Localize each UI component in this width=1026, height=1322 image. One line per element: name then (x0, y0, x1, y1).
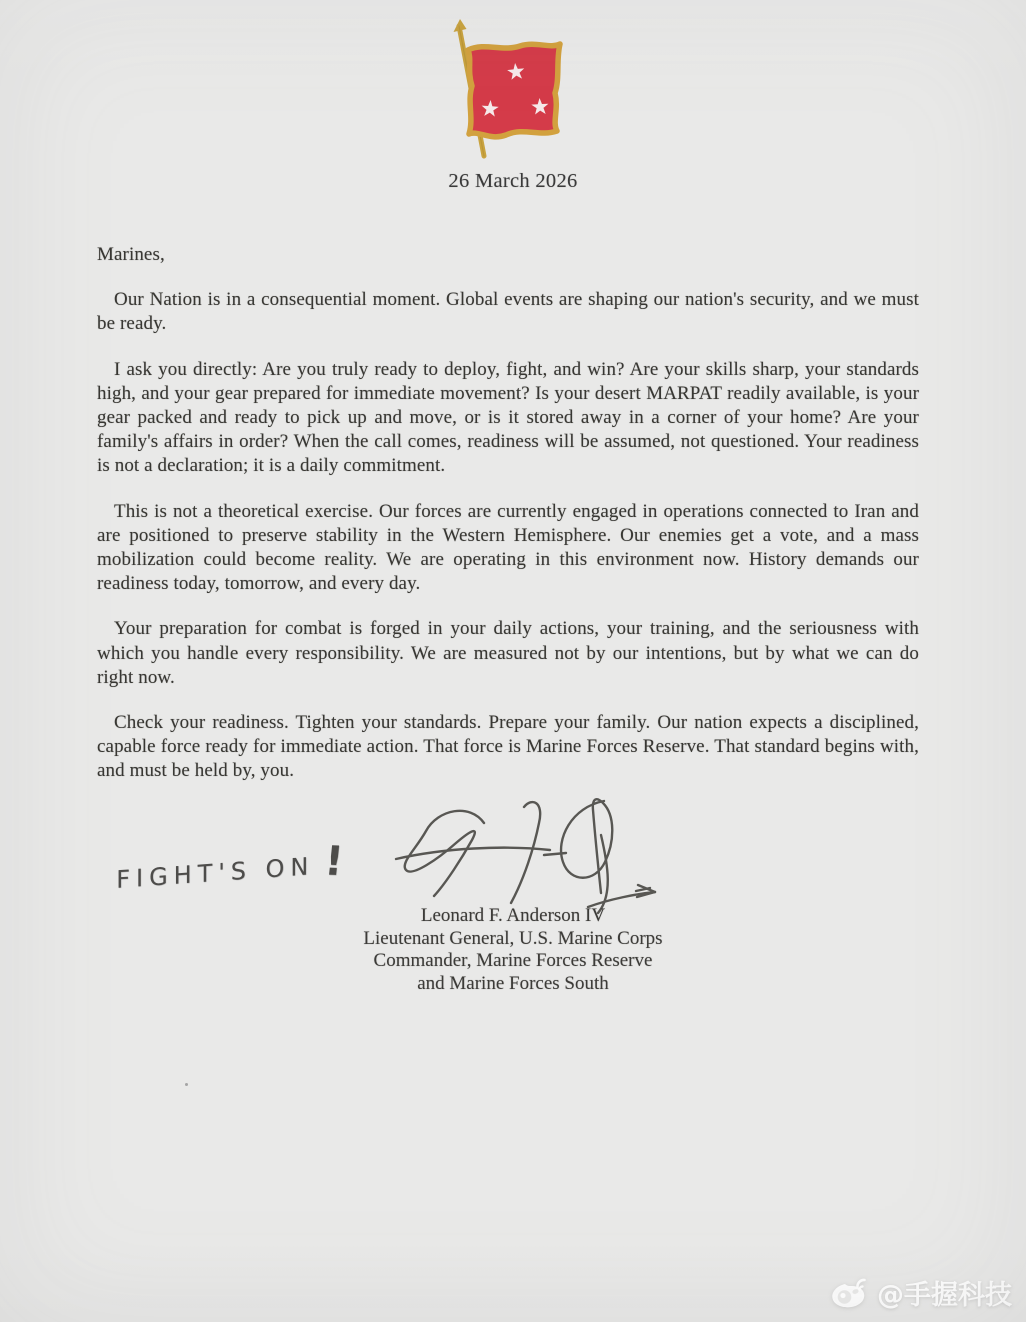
signature-scribble-icon (392, 793, 692, 923)
paper-speck (185, 1083, 188, 1086)
paragraph-3: This is not a theoretical exercise. Our forces are currently engaged in operations connected to Iran and are positioned to preserve stability in the Western Hemisphere. Our enemies get a vote, and a mass mobilization could become reality. We are operating in this environment now. History demands our readiness today, tomorrow, and every day. (97, 500, 919, 595)
three-star-flag-emblem (440, 18, 590, 160)
signature (392, 793, 692, 923)
paragraph-2: I ask you directly: Are you truly ready to deploy, fight, and win? Are your skills sharp, your standards high, and your gear prepared for immediate movement? Is your desert MARPAT readily available, is your gear packed and ready to pick up and move, or is it stored away in a corner of your home? Are your family's affairs in order? When the call comes, readiness will be assumed, not questioned. Your readiness is not a declaration; it is a daily commitment. (97, 358, 919, 477)
watermark-text: @手握科技 (877, 1280, 1012, 1311)
signer-name: Leonard F. Anderson IV (420, 905, 606, 926)
paragraph-1: Our Nation is in a consequential moment. Global events are shaping our nation's security, and we must be ready. (97, 289, 919, 335)
watermark (830, 1273, 1012, 1312)
handwritten-note (116, 838, 345, 900)
letter-body (97, 243, 919, 805)
handwritten-note-text: FIGHT'S ON (116, 852, 315, 894)
paragraph-5: Check your readiness. Tighten your standards. Prepare your family. Our nation expects a disciplined, capable force ready for immediate action. That force is Marine Forces Reserve. That standard begins with, and must be held by, you. (97, 712, 919, 782)
signer-title-1: Commander, Marine Forces Reserve (373, 950, 653, 972)
signature-block (0, 905, 1026, 995)
letter-date: 26 March 2026 (448, 170, 578, 192)
paragraph-4: Your preparation for combat is forged in your daily actions, your training, and the seriousness with which you handle every responsibility. We are measured not by our intentions, but by what we can do right now. (97, 618, 919, 688)
salutation: Marines, (97, 244, 165, 265)
weibo-icon (830, 1277, 870, 1309)
flag-field (468, 44, 560, 137)
flag-icon (440, 18, 590, 160)
handwritten-exclamation: ! (321, 838, 345, 886)
signer-rank: Lieutenant General, U.S. Marine Corps (363, 927, 663, 949)
signer-title-2: and Marine Forces South (417, 972, 609, 994)
